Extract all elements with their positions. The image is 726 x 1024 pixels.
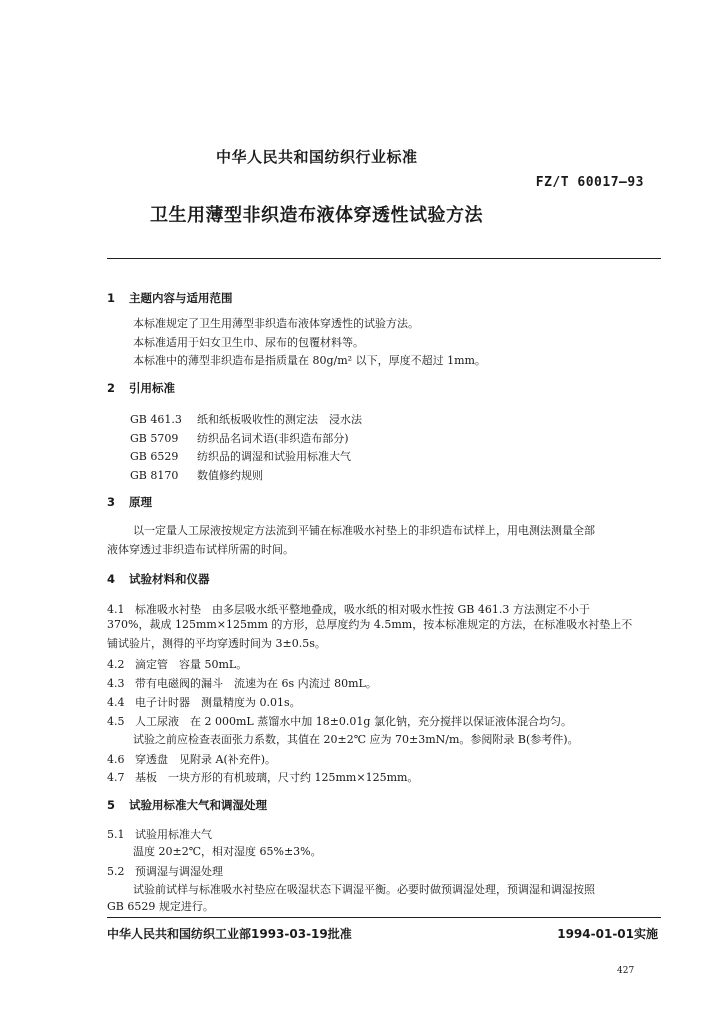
section-4-heading: 4 试验材料和仪器: [107, 572, 210, 586]
item-4-2: 4.2 滴定管 容量 50mL。: [107, 658, 248, 671]
document-title: 卫生用薄型非织造布液体穿透性试验方法: [150, 205, 483, 226]
item-4-7: 4.7 基板 一块方形的有机玻璃，尺寸约 125mm×125mm。: [107, 771, 419, 784]
page-number: 427: [617, 966, 635, 976]
s1-para-2: 本标准适用于妇女卫生巾、尿布的包覆材料等。: [133, 336, 364, 349]
item-4-4: 4.4 电子计时器 测量精度为 0.01s。: [107, 696, 301, 709]
reference-item: GB 6529 纺织品的调湿和试验用标准大气: [130, 450, 351, 463]
s1-para-1: 本标准规定了卫生用薄型非织造布液体穿透性的试验方法。: [133, 317, 419, 330]
item-4-3: 4.3 带有电磁阀的漏斗 流速为在 6s 内流过 80mL。: [107, 677, 377, 690]
item-4-5: 4.5 人工尿液 在 2 000mL 蒸馏水中加 18±0.01g 氯化钠，充分搅拌以保证液体混合均匀。: [107, 715, 572, 728]
s3-line-1: 以一定量人工尿液按规定方法流到平铺在标准吸水衬垫上的非织造布试样上，用电测法测量全部: [133, 524, 595, 537]
s1-para-3: 本标准中的薄型非织造布是指质量在 80g/m² 以下，厚度不超过 1mm。: [133, 354, 486, 367]
issuing-org: 中华人民共和国纺织行业标准: [216, 148, 418, 166]
reference-item: GB 461.3 纸和纸板吸收性的测定法 浸水法: [130, 413, 362, 426]
item-4-5-line-2: 试验之前应检查表面张力系数，其值在 20±2℃ 应为 70±3mN/m。参阅附录 B(参考件)。: [133, 733, 579, 746]
item-5-1: 5.1 试验用标准大气: [107, 828, 212, 841]
item-5-2: 5.2 预调湿与调湿处理: [107, 865, 223, 878]
item-4-1-line-3: 铺试验片，测得的平均穿透时间为 3±0.5s。: [107, 637, 326, 650]
reference-item: GB 8170 数值修约规则: [130, 469, 263, 482]
section-1-heading: 1 主题内容与适用范围: [107, 291, 233, 305]
item-5-2-line-2: 试验前试样与标准吸水衬垫应在吸湿状态下调湿平衡。必要时做预调湿处理，预调湿和调湿按照: [133, 883, 595, 896]
section-5-heading: 5 试验用标准大气和调湿处理: [107, 798, 267, 812]
implementation-date: 1994-01-01实施: [557, 927, 658, 941]
reference-item: GB 5709 纺织品名词术语(非织造布部分): [130, 432, 349, 445]
section-3-heading: 3 原理: [107, 495, 152, 509]
footer-rule: [107, 917, 661, 918]
item-5-2-line-3: GB 6529 规定进行。: [107, 900, 214, 913]
standard-code: FZ/T 60017—93: [535, 175, 644, 190]
item-5-1-line-2: 温度 20±2℃，相对湿度 65%±3%。: [133, 845, 322, 858]
header-rule: [107, 258, 661, 259]
section-2-heading: 2 引用标准: [107, 381, 175, 395]
s3-line-2: 液体穿透过非织造布试样所需的时间。: [107, 543, 294, 556]
item-4-1: 4.1 标准吸水衬垫 由多层吸水纸平整地叠成，吸水纸的相对吸水性按 GB 461.3 方法测定不小于: [107, 603, 590, 616]
item-4-6: 4.6 穿透盘 见附录 A(补充件)。: [107, 753, 277, 766]
approval-line: 中华人民共和国纺织工业部1993-03-19批准: [107, 927, 352, 941]
item-4-1-line-2: 370%，裁成 125mm×125mm 的方形，总厚度约为 4.5mm，按本标准规定的方法，在标准吸水衬垫上不: [107, 618, 633, 631]
